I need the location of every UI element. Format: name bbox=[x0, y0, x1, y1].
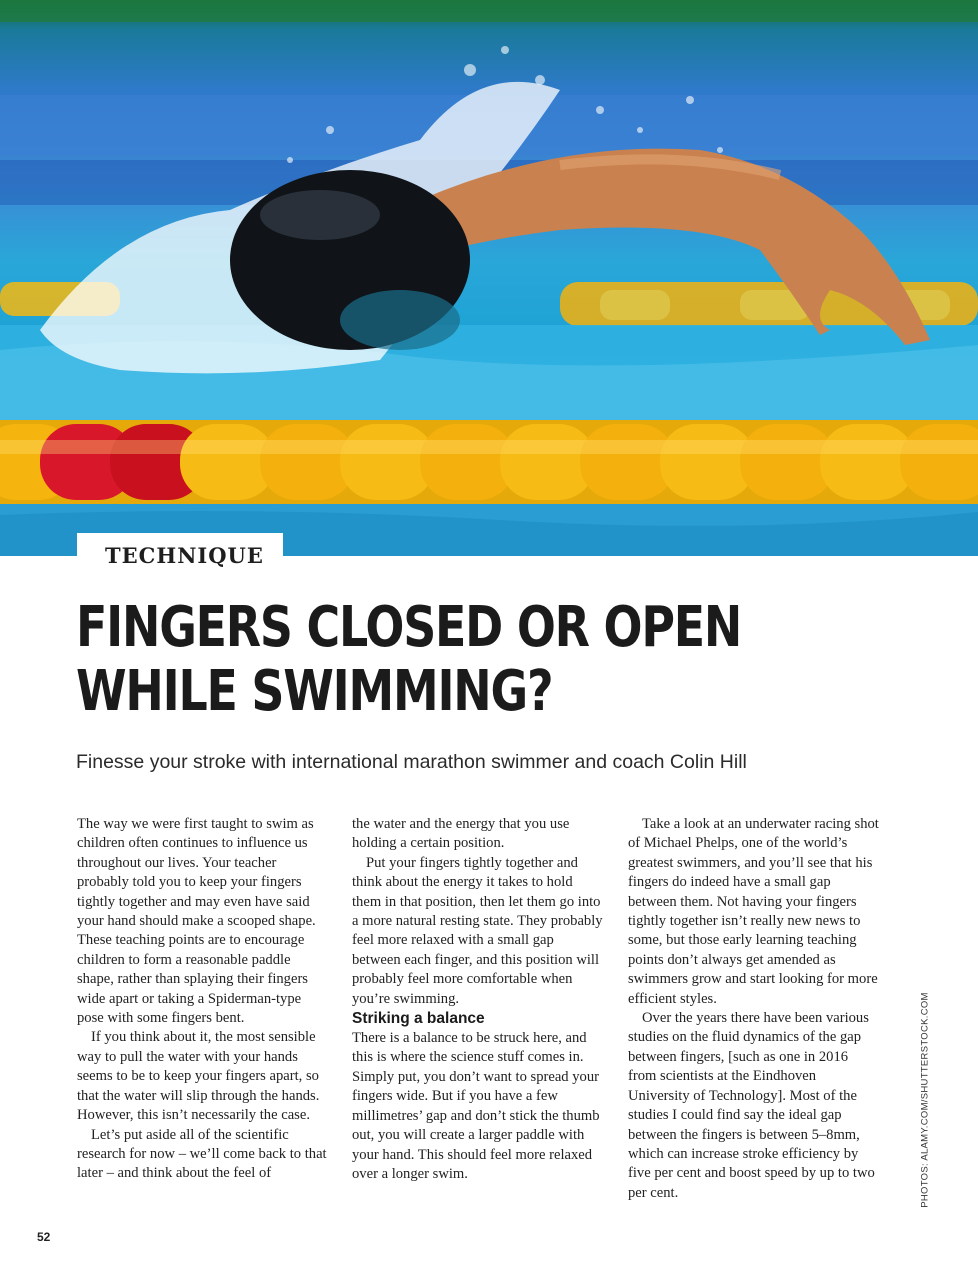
paragraph: Put your fingers tightly together and think about the energy it takes to hold them in that position, then let them go into a more natural resting state. They probably feel more relaxed with a small gap between each finger, and this position will probably feel more comfortable when you’re swimming. bbox=[352, 854, 603, 1007]
page-number: 52 bbox=[37, 1230, 51, 1244]
paragraph: the water and the energy that you use holding a certain position. bbox=[352, 816, 570, 852]
paragraph: Let’s put aside all of the scientific research for now – we’ll come back to that later – and think about the feel of bbox=[77, 1126, 327, 1182]
subheading: Striking a balance bbox=[352, 1010, 485, 1028]
photo-credit-text: PHOTOS: ALAMY.COM/SHUTTERSTOCK.COM bbox=[919, 992, 931, 1208]
article-column-3 bbox=[628, 815, 880, 1203]
section-label bbox=[77, 533, 283, 577]
headline bbox=[76, 596, 748, 724]
paragraph: Take a look at an underwater racing shot of Michael Phelps, one of the world’s greatest swimmers, and you’ll see that his fingers do indeed have a small gap between them. Not having your fingers tightly together isn’t really new news to some, but those early learning teaching points don’t always get amended as swimmers grow and start looking for more efficient styles. bbox=[628, 816, 879, 1007]
hero-photo-swimmer bbox=[0, 0, 978, 556]
article-column-2 bbox=[352, 815, 604, 1184]
headline-line-2: WHILE SWIMMING? bbox=[76, 659, 553, 724]
swimmer-illustration bbox=[0, 0, 978, 556]
article-column-1 bbox=[77, 815, 329, 1184]
headline-line-1: FINGERS CLOSED OR OPEN bbox=[76, 595, 742, 660]
paragraph: If you think about it, the most sensible way to pull the water with your hands seems to be to keep your fingers apart, so that the water will slip through the hands. However, this isn’t necessarily the case. bbox=[77, 1029, 320, 1124]
section-label-text: TECHNIQUE bbox=[105, 543, 264, 568]
paragraph: There is a balance to be struck here, and this is where the science stuff comes in. Simply put, you don’t want to spread your fingers wide. But if you have a few millimetres’ gap and don’t stick the thumb out, you will create a larger paddle with your hand. This should feel more relaxed over a longer swim. bbox=[352, 1030, 600, 1182]
paragraph: Over the years there have been various studies on the fluid dynamics of the gap between fingers, [such as one in 2016 from scientists at the Eindhoven University of Technology]. Most of the studies I could find say the ideal gap between the fingers is between 5–8mm, which can increase stroke efficiency by five per cent and boost speed by up to two per cent. bbox=[628, 1010, 875, 1201]
standfirst: Finesse your stroke with international marathon swimmer and coach Colin Hill bbox=[76, 751, 747, 773]
paragraph: The way we were first taught to swim as children often continues to influence us throughout our lives. Your teacher probably told you to keep your fingers tightly together and may even have said your hand should make a scooped shape. These teaching points are to encourage children to form a reasonable paddle shape, rather than splaying their fingers wide apart or taking a Spiderman-type pose with some fingers bent. bbox=[77, 816, 316, 1027]
